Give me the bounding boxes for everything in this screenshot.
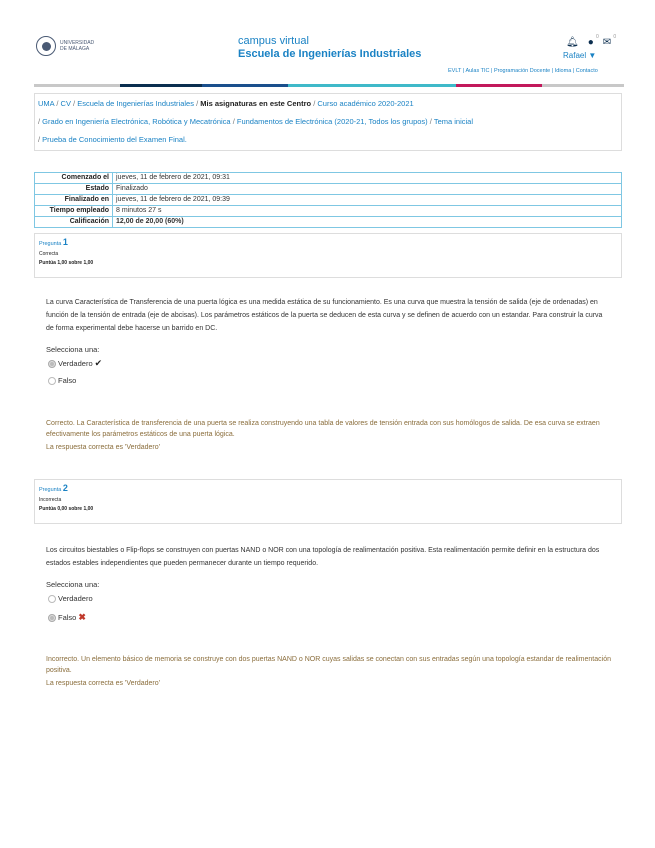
question-state: Correcta [39,251,59,257]
logo-text-line1: UNIVERSIDAD [60,40,95,46]
question-label: Pregunta [39,487,62,493]
question-1-info [34,233,622,278]
breadcrumb-tema[interactable]: Tema inicial [433,117,474,126]
user-menu[interactable] [563,51,596,60]
logo-text-line2: DE MÁLAGA [60,46,90,52]
summary-key: Finalizado en [35,195,113,206]
color-bar-segment [542,84,624,87]
link-programacion-docente[interactable]: Programación Docente [493,68,551,74]
bell-icon[interactable]: 🔔︎ [566,37,579,48]
link-contacto[interactable]: Contacto [575,68,598,74]
question-2-feedback [46,654,612,689]
site-title-line2: Escuela de Ingenierías Industriales [238,48,422,60]
summary-key: Calificación [35,217,113,228]
option-label: Falso [58,613,77,622]
radio-unselected[interactable] [48,377,56,385]
radio-selected[interactable] [48,614,56,622]
question-1-option-false[interactable] [48,376,76,385]
summary-value: jueves, 11 de febrero de 2021, 09:39 [113,195,622,206]
user-name: Rafael [563,51,587,60]
correct-answer: La respuesta correcta es 'Verdadero' [46,444,160,451]
table-row [35,217,622,228]
breadcrumb-uma[interactable]: UMA [38,99,55,108]
table-row [35,206,622,217]
link-aulas-tic[interactable]: Aulas TIC [465,68,490,74]
table-row [35,195,622,206]
breadcrumb-cv[interactable]: CV [60,99,71,108]
mail-icon[interactable]: ✉ 0 [602,34,617,48]
university-seal-icon [36,36,56,56]
breadcrumb-curso[interactable]: Curso académico 2020-2021 [317,99,414,108]
question-number: 2 [62,483,68,493]
question-1-feedback [46,418,612,453]
option-label: Falso [58,376,77,385]
table-row [35,184,622,195]
summary-value: Finalizado [113,184,622,195]
question-1-option-true[interactable] [48,358,102,369]
question-2-text: Los circuitos biestables o Flip-flops se construyen con puertas NAND o NOR con una topología de realimentación positiva. Esta realimentación permite definir en la estructura dos estados estables independientes que pueden permanecer durante un tiempo requerido. [46,547,600,567]
question-points: Puntúa 1,00 sobre 1,00 [39,260,94,266]
radio-selected[interactable] [48,360,56,368]
top-links: EVLT | Aulas TIC | Programación Docente | Idioma | Contacto [448,68,598,74]
feedback-text: Correcto. La Característica de transferencia de una puerta se realiza construyendo una tabla de valores de tensión entrada con sus homólogos de salida. De esa curva se extraen efectivamente los parámetros estáticos de una puerta lógica. [46,420,600,438]
check-icon: ✔ [94,358,103,368]
chat-count: 0 [595,34,599,40]
breadcrumb-mis-asignaturas[interactable]: Mis asignaturas en este Centro [200,99,312,108]
breadcrumb-escuela[interactable]: Escuela de Ingenierías Industriales [77,99,194,108]
color-bar-segment [34,84,120,87]
color-bar [34,84,624,87]
question-2-info [34,479,622,524]
breadcrumb: UMA / CV / Escuela de Ingenierías Industriales / Mis asignaturas en este Centro / Curso académico 2020-2021 / Grado en Ingeniería Electrónica, Robótica y Mecatrónica / Fundamentos de Electrónica (2020-21, Todos los grupos) / Tema inicial / Prueba de Conocimiento del Examen Final. [34,93,622,151]
site-title[interactable] [238,35,421,61]
table-row [35,173,622,184]
site-title-line1: campus virtual [238,35,309,47]
summary-key: Comenzado el [35,173,113,184]
question-2-option-false[interactable] [48,612,86,623]
color-bar-segment [288,84,456,87]
summary-value: 12,00 de 20,00 (60%) [113,217,622,228]
radio-unselected[interactable] [48,595,56,603]
breadcrumb-prueba[interactable]: Prueba de Conocimiento del Examen Final. [42,135,187,144]
summary-key: Estado [35,184,113,195]
mail-count: 0 [613,34,617,40]
color-bar-segment [456,84,542,87]
option-label: Verdadero [58,359,93,368]
summary-key: Tiempo empleado [35,206,113,217]
top-icons [566,34,617,48]
link-evlt[interactable]: EVLT [448,68,462,74]
question-label: Pregunta [39,241,62,247]
question-2-option-true[interactable] [48,594,93,603]
question-points: Puntúa 0,00 sobre 1,00 [39,506,94,512]
link-idioma[interactable]: Idioma [554,68,572,74]
breadcrumb-grado[interactable]: Grado en Ingeniería Electrónica, Robótica y Mecatrónica [42,117,231,126]
summary-value: 8 minutos 27 s [113,206,622,217]
color-bar-segment [202,84,288,87]
select-one-label: Selecciona una: [46,345,100,354]
cross-icon: ✖ [78,612,86,622]
chevron-down-icon: ▼ [588,51,597,60]
question-1-text: La curva Característica de Transferencia de una puerta lógica es una medida estática de su funcionamiento. Es una curva que muestra la tensión de salida (eje de ordenadas) en función de la tensión de entrada (eje de abcisas). Los parámetros estáticos de la puerta se deducen de esta curva y se definen de acuerdo con un estandar. Para construir la curva de forma experimental debe hacerse un barrido en DC. [46,299,603,332]
university-logo[interactable] [36,36,94,56]
feedback-text: Incorrecto. Un elemento básico de memoria se construye con dos puertas NAND o NOR cuyas salidas se conectan con sus entradas según una topología estandar de realimentación positiva. [46,656,611,674]
select-one-label: Selecciona una: [46,580,100,589]
color-bar-segment [120,84,202,87]
question-number: 1 [62,237,68,247]
option-label: Verdadero [58,594,93,603]
chat-icon[interactable]: ● 0 [587,34,599,48]
attempt-summary-table [34,172,622,228]
correct-answer: La respuesta correcta es 'Verdadero' [46,680,160,687]
summary-value: jueves, 11 de febrero de 2021, 09:31 [113,173,622,184]
breadcrumb-fundamentos[interactable]: Fundamentos de Electrónica (2020-21, Todos los grupos) [236,117,428,126]
question-state: Incorrecta [39,497,62,503]
